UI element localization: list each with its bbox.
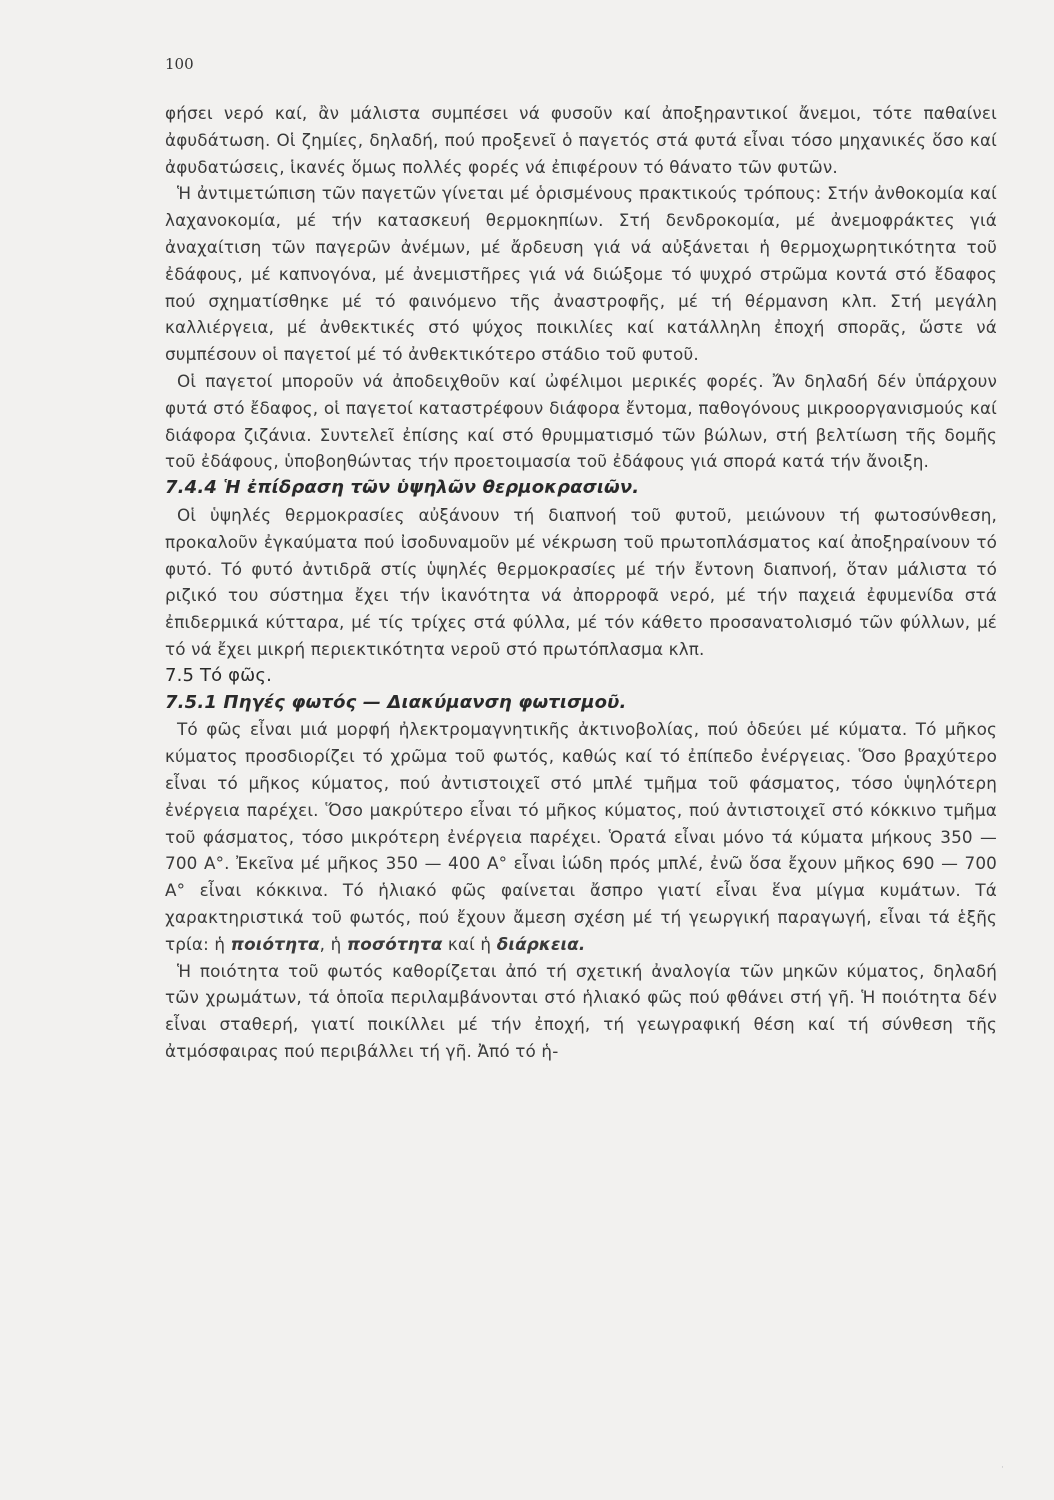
term-quality: ποιότητα [230, 933, 320, 954]
separator-text: , ἡ [319, 933, 342, 954]
paragraph [165, 716, 997, 957]
scan-speck: · [1001, 1463, 1004, 1473]
paragraph: Ἡ ἀντιμετώπιση τῶν παγετῶν γίνεται μέ ὁρισμένους πρακτικούς τρόπους: Στήν ἀνθοκομία καί λαχανοκομία, μέ τήν κατασκευή θερμοκηπίων. Στή δενδροκομία, μέ ἀνεμοφράκτες γιά ἀναχαίτιση τῶν παγερῶν ἀνέμων, μέ ἄρδευση γιά νά αὐξάνεται ἡ θερμοχωρητικότητα τοῦ ἐδάφους, μέ καπνογόνα, μέ ἀνεμιστῆρες γιά νά διώξομε τό ψυχρό στρῶμα κοντά στό ἔδαφος πού σχηματίσθηκε μέ τό φαινόμενο τῆς ἀναστροφῆς, μέ τή θέρμανση κλπ. Στή μεγάλη καλλιέργεια, μέ ἀνθεκτικές στό ψύχος ποικιλίες καί κατάλληλη ἐποχή σπορᾶς, ὥστε νά συμπέσουν οἱ παγετοί μέ τό ἀνθεκτικότερο στάδιο τοῦ φυτοῦ. [165, 183, 997, 365]
paragraph: Οἱ ὑψηλές θερμοκρασίες αὐξάνουν τή διαπνοή τοῦ φυτοῦ, μειώνουν τή φωτοσύνθεση, προκαλοῦν ἐγκαύματα πού ἰσοδυναμοῦν μέ νέκρωση τοῦ πρωτοπλάσματος καί ἀποξηραίνουν τό φυτό. Τό φυτό ἀντιδρᾶ στίς ὑψηλές θερμοκρασίες μέ τήν ἔντονη διαπνοή, ὅταν μάλιστα τό ριζικό του σύστημα ἔχει τήν ἱκανότητα νά ἀπορροφᾶ νερό, μέ τήν παχειά ἐφυμενίδα στά ἐπιδερμικά κύτταρα, μέ τίς τρίχες στά φύλλα, μέ τόν κάθετο προσανατολισμό τῶν φύλλων, μέ τό νά ἔχει μικρή περιεκτικότητα νεροῦ στό πρωτόπλασμα κλπ. [165, 504, 997, 659]
separator-text: καί ἡ [447, 933, 492, 954]
paragraph: φήσει νερό καί, ἂν μάλιστα συμπέσει νά φυσοῦν καί ἀποξηραντικοί ἄνεμοι, τότε παθαίνει ἀφυδάτωση. Οἱ ζημίες, δηλαδή, πού προξενεῖ ὁ παγετός στά φυτά εἶναι τόσο μηχανικές ὅσο καί ἀφυδατώσεις, ἱκανές ὅμως πολλές φορές νά ἐπιφέρουν τό θάνατο τῶν φυτῶν. [165, 103, 997, 177]
paragraph: Ἡ ποιότητα τοῦ φωτός καθορίζεται ἀπό τή σχετική ἀναλογία τῶν μηκῶν κύματος, δηλαδή τῶν χρωμάτων, τά ὁποῖα περιλαμβάνονται στό ἡλιακό φῶς πού φθάνει στή γῆ. Ἡ ποιότητα δέν εἶναι σταθερή, γιατί ποικίλλει μέ τήν ἐποχή, τή γεωγραφική θέση καί τή σύνθεση τῆς ἀτμόσφαιρας πού περιβάλλει τή γῆ. Ἀπό τό ἡ- [165, 960, 997, 1061]
page-number: 100 [165, 55, 194, 73]
section-heading-7-5: 7.5 Τό φῶς. [165, 664, 272, 686]
term-quantity: ποσότητα [346, 933, 443, 954]
page-body [165, 100, 997, 1065]
section-heading-7-4-4: 7.4.4 Ἡ ἐπίδραση τῶν ὑψηλῶν θερμοκρασιῶν. [165, 477, 640, 499]
section-heading-7-5-1: 7.5.1 Πηγές φωτός — Διακύμανση φωτισμοῦ. [165, 691, 627, 713]
paragraph-text: Τό φῶς εἶναι μιά μορφή ἠλεκτρομαγνητικῆς ἀκτινοβολίας, πού ὁδεύει μέ κύματα. Τό μῆκος κύματος προσδιορίζει τό χρῶμα τοῦ φωτός, καθώς καί τό ἐπίπεδο ἐνέργειας. Ὅσο βραχύτερο εἶναι τό μῆκος κύματος, πού ἀντιστοιχεῖ στό μπλέ τμῆμα τοῦ φάσματος, τόσο ὑψηλότερη ἐνέργεια παρέχει. Ὅσο μακρύτερο εἶναι τό μῆκος κύματος, πού ἀντιστοιχεῖ στό κόκκινο τμῆμα τοῦ φάσματος, τόσο μικρότερη ἐνέργεια παρέχει. Ὁρατά εἶναι μόνο τά κύματα μήκους 350 — 700 A°. Ἐκεῖνα μέ μῆκος 350 — 400 A° εἶναι ἰώδη πρός μπλέ, ἐνῶ ὅσα ἔχουν μῆκος 690 — 700 A° εἶναι κόκκινα. Τό ἡλιακό φῶς φαίνεται ἄσπρο γιατί εἶναι ἕνα μίγμα κυμάτων. Τά χαρακτηριστικά τοῦ φωτός, πού ἔχουν ἄμεση σχέση μέ τή γεωργική παραγωγή, εἶναι τά ἑξῆς τρία: ἡ [165, 719, 997, 954]
paragraph: Οἱ παγετοί μποροῦν νά ἀποδειχθοῦν καί ὠφέλιμοι μερικές φορές. Ἄν δηλαδή δέν ὑπάρχουν φυτά στό ἔδαφος, οἱ παγετοί καταστρέφουν διάφορα ἔντομα, παθογόνους μικροοργανισμούς καί διάφορα ζιζάνια. Συντελεῖ ἐπίσης καί στό θρυμματισμό τῶν βώλων, στή βελτίωση τῆς δομῆς τοῦ ἐδάφους, ὑποβοηθώντας τήν προετοιμασία τοῦ ἐδάφους γιά σπορά κατά τήν ἄνοιξη. [165, 370, 997, 472]
term-duration: διάρκεια. [496, 933, 586, 954]
